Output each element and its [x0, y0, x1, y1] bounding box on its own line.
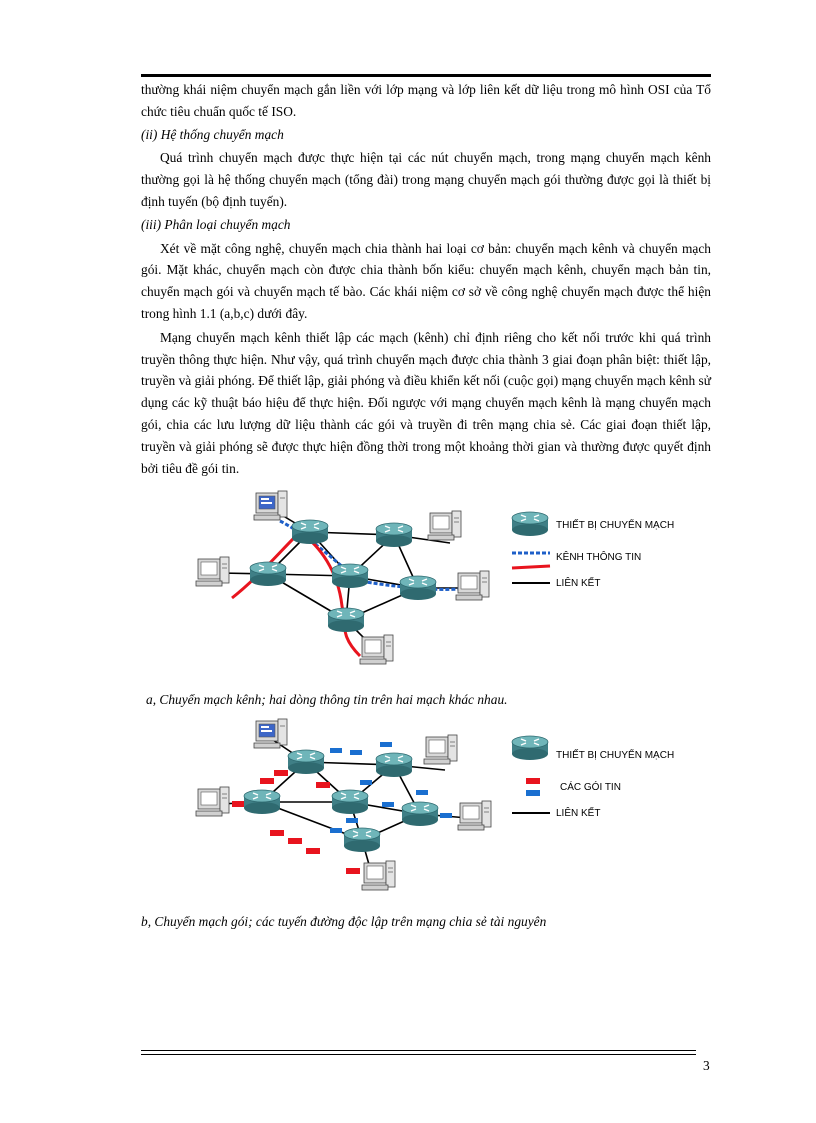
paragraph-4: Mạng chuyển mạch kênh thiết lập các mạch (kênh) chỉ định riêng cho kết nối trước khi quá trình truyền thông thực hiện. Như vậy, quá trình chuyển mạch được chia thành 3 giai đoạn phân biệt: thiết lập, truyền và giải phóng. Để thiết lập, giải phóng và điều khiển kết nối (cuộc gọi) mạng chuyển mạch kênh sử dụng các kỹ thuật báo hiệu để thực hiện. Đối ngược với mạng chuyển mạch kênh là mạng chuyển mạch gói, chia các lưu lượng dữ liệu thành các gói và truyền đi trên mạng chia sẻ. Các giai đoạn thiết lập, truyền và giải phóng sẽ được thực hiện đồng thời trong một khoảng thời gian và thường được quyết định bởi tiêu đề gói tin.	[141, 329, 711, 476]
legend-circuit-line	[512, 566, 550, 568]
page-number: 3	[703, 1058, 710, 1073]
computer-icon	[362, 861, 395, 890]
router-icon	[332, 790, 368, 814]
computer-icon	[458, 801, 491, 830]
computer-icon	[254, 491, 287, 520]
computer-icon	[456, 571, 489, 600]
header-rule	[141, 74, 711, 77]
paragraph-3: Xét về mặt công nghệ, chuyển mạch chia thành hai loại cơ bản: chuyển mạch kênh và chuyển mạch gói. Mặt khác, chuyển mạch còn được chia thành bốn kiểu: chuyển mạch kênh, chuyển mạch bản tin, chuyển mạch gói và chuyển mạch tế bào. Các khái niệm cơ sở về công nghệ chuyển mạch được thể hiện trong hình 1.1 (a,b,c) dưới đây.	[141, 240, 711, 321]
legend-link-label: LIÊN KẾT	[556, 578, 601, 589]
figure-a-caption: a, Chuyển mạch kênh; hai dòng thông tin trên hai mạch khác nhau.	[146, 692, 508, 707]
legend-router-icon	[512, 736, 548, 760]
router-icon	[250, 562, 286, 586]
router-icon	[400, 576, 436, 600]
legend-switch-label: THIẾT BỊ CHUYỂN MẠCH	[556, 520, 675, 531]
computer-icon	[196, 557, 229, 586]
heading-switching-classification: (iii) Phân loại chuyển mạch	[141, 216, 291, 232]
body-text-top	[141, 79, 711, 479]
router-icon	[402, 802, 438, 826]
footer-rule-1	[141, 1050, 696, 1051]
computer-icon	[254, 719, 287, 748]
router-icon	[244, 790, 280, 814]
router-icon	[328, 608, 364, 632]
legend-router-icon	[512, 512, 548, 536]
figure-a-circuit-switching	[190, 486, 710, 676]
router-icon	[344, 828, 380, 852]
router-icon	[376, 523, 412, 547]
computer-icon	[428, 511, 461, 540]
figure-b-caption: b, Chuyển mạch gói; các tuyến đường độc lập trên mạng chia sẻ tài nguyên	[141, 914, 547, 929]
computer-icon	[360, 635, 393, 664]
paragraph-2: Quá trình chuyển mạch được thực hiện tại các nút chuyển mạch, trong mạng chuyển mạch kênh thường gọi là hệ thống chuyển mạch (tổng đài) trong mạng chuyển mạch gói thường được gọi là thiết bị định tuyến (bộ định tuyến).	[141, 150, 711, 209]
legend-packet-red	[526, 778, 540, 784]
computer-icon	[196, 787, 229, 816]
legend-packets-label: CÁC GÓI TIN	[560, 782, 621, 793]
router-icon	[292, 520, 328, 544]
computer-icon	[424, 735, 457, 764]
router-icon	[332, 564, 368, 588]
figure-b-packet-switching	[190, 718, 710, 918]
legend-packet-blue	[526, 790, 540, 796]
legend-switch-label: THIẾT BỊ CHUYỂN MẠCH	[556, 750, 675, 761]
circuit-path-red	[232, 532, 360, 656]
heading-switching-system: (ii) Hệ thống chuyển mạch	[141, 126, 284, 142]
router-icon	[376, 753, 412, 777]
legend-channel-label: KÊNH THÔNG TIN	[556, 552, 642, 563]
legend-link-label: LIÊN KẾT	[556, 808, 601, 819]
paragraph-1: thường khái niệm chuyển mạch gắn liền với lớp mạng và lớp liên kết dữ liệu trong mô hình OSI của Tổ chức tiêu chuẩn quốc tế ISO.	[141, 82, 711, 119]
footer-rule-2	[141, 1054, 696, 1055]
router-icon	[288, 750, 324, 774]
